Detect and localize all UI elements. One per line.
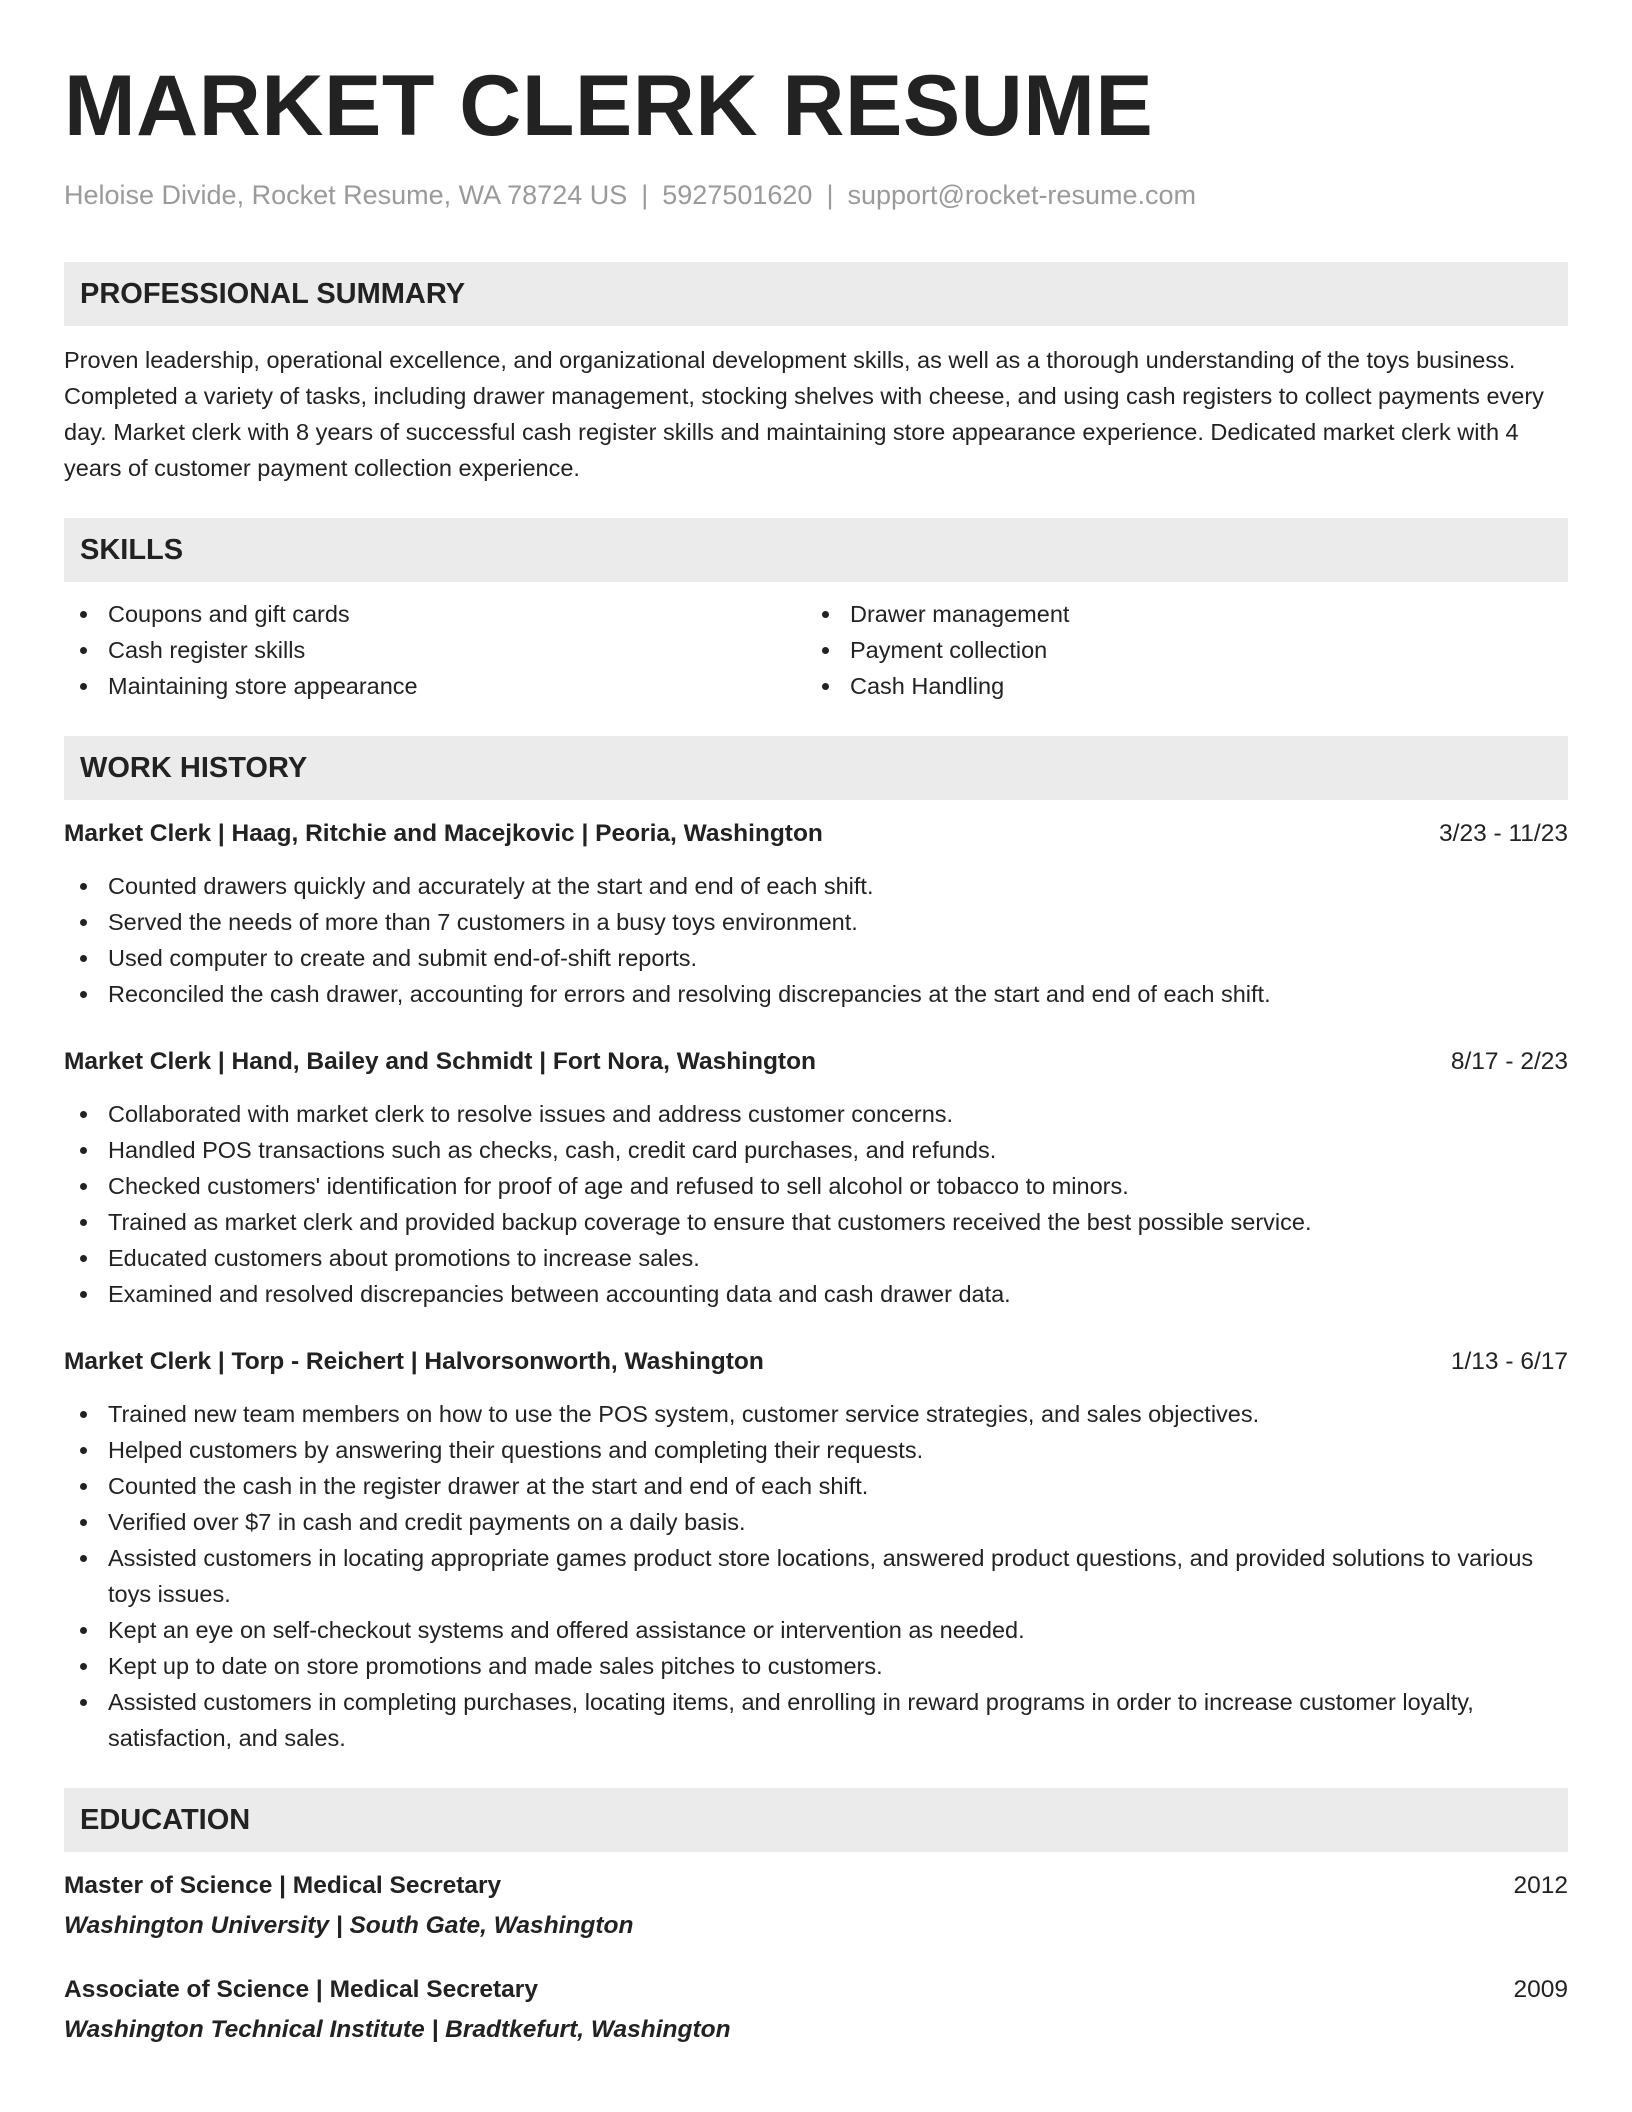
job-bullet [64,1684,1568,1756]
job-bullet [64,976,1568,1012]
work-heading: WORK HISTORY [80,751,308,784]
job-title: Market Clerk | Hand, Bailey and Schmidt | Fort Nora, Washington [64,1048,816,1075]
skill-item [806,668,1548,704]
contact-separator: | [641,180,649,210]
bullet-icon [80,919,87,926]
bullet-icon [80,1627,87,1634]
skills-column-right [806,596,1548,704]
education-heading: EDUCATION [80,1803,251,1836]
job-bullet-text: Assisted customers in locating appropriate games product store locations, answered product questions, and provided solutions to various toys issues. [108,1545,1534,1607]
job-bullet [64,1168,1568,1204]
bullet-icon [80,1663,87,1670]
job-bullet [64,1240,1568,1276]
bullet-icon [80,1483,87,1490]
job-bullet [64,1096,1568,1132]
job-bullet [64,1276,1568,1312]
job-bullet-text: Counted the cash in the register drawer at the start and end of each shift. [108,1473,869,1499]
job-bullet [64,1540,1568,1612]
job-bullet [64,1504,1568,1540]
job-bullet-text: Reconciled the cash drawer, accounting for errors and resolving discrepancies at the start and end of each shift. [108,981,1271,1007]
skill-label: Coupons and gift cards [108,601,350,627]
job-entry [64,1344,1568,1756]
skills-column-left [64,596,806,704]
contact-line [64,178,1568,212]
job-bullet-text: Collaborated with market clerk to resolve issues and address customer concerns. [108,1101,954,1127]
skill-label: Cash register skills [108,637,306,663]
job-bullet-text: Handled POS transactions such as checks, cash, credit card purchases, and refunds. [108,1137,997,1163]
contact-address: Heloise Divide, Rocket Resume, WA 78724 US [64,180,628,210]
job-bullet [64,1432,1568,1468]
job-bullet [64,1204,1568,1240]
skill-label: Drawer management [850,601,1070,627]
education-school: Washington University | South Gate, Washington [64,1912,634,1939]
education-entry [64,1972,1568,2048]
skill-label: Payment collection [850,637,1048,663]
contact-separator: | [826,180,834,210]
bullet-icon [80,1219,87,1226]
summary-section-header [64,262,1568,326]
job-dates: 8/17 - 2/23 [1450,1048,1568,1075]
job-dates: 3/23 - 11/23 [1439,820,1568,847]
bullet-icon [80,1111,87,1118]
job-bullet-text: Trained as market clerk and provided backup coverage to ensure that customers received the best possible service. [108,1209,1312,1235]
job-bullet-text: Examined and resolved discrepancies between accounting data and cash drawer data. [108,1281,1011,1307]
job-heading-line [64,816,1568,852]
job-entry [64,816,1568,1012]
job-bullet [64,868,1568,904]
bullet-icon [822,611,829,618]
bullet-icon [80,883,87,890]
skill-item [64,668,806,704]
job-bullet-text: Verified over $7 in cash and credit payments on a daily basis. [108,1509,746,1535]
job-bullet [64,1132,1568,1168]
job-bullet [64,940,1568,976]
bullet-icon [80,1291,87,1298]
skill-item [64,632,806,668]
bullet-icon [80,647,87,654]
bullet-icon [80,683,87,690]
work-section-header [64,736,1568,800]
job-bullet-text: Counted drawers quickly and accurately at the start and end of each shift. [108,873,874,899]
education-section-header [64,1788,1568,1852]
education-entry [64,1868,1568,1944]
summary-heading: PROFESSIONAL SUMMARY [80,277,466,310]
resume-page [64,58,1568,2048]
job-bullet-text: Assisted customers in completing purchases, locating items, and enrolling in reward programs in order to increase customer loyalty, satisfaction, and sales. [108,1689,1474,1751]
education-heading-line [64,1868,1568,1904]
job-bullet-text: Kept up to date on store promotions and made sales pitches to customers. [108,1653,883,1679]
summary-text: Proven leadership, operational excellence, and organizational development skills, as well as a thorough understanding of the toys business. Completed a variety of tasks, including drawer management, stocking shelves with cheese, and using cash registers to collect payments every day. Market clerk with 8 years of successful cash register skills and maintaining store appearance experience. Dedicated market clerk with 4 years of customer payment collection experience. [64,347,1544,481]
skill-item [64,596,806,632]
job-bullet [64,1612,1568,1648]
skill-item [806,632,1548,668]
job-heading-line [64,1344,1568,1380]
bullet-icon [80,1555,87,1562]
bullet-icon [80,1147,87,1154]
job-heading-line [64,1044,1568,1080]
skill-item [806,596,1548,632]
job-dates: 1/13 - 6/17 [1450,1348,1568,1375]
job-bullet-text: Trained new team members on how to use the POS system, customer service strategies, and sales objectives. [108,1401,1260,1427]
job-title: Market Clerk | Torp - Reichert | Halvorsonworth, Washington [64,1348,764,1375]
education-degree: Associate of Science | Medical Secretary [64,1976,538,2003]
job-bullet-text: Served the needs of more than 7 customers in a busy toys environment. [108,909,858,935]
resume-title: MARKET CLERK RESUME [64,58,1154,154]
job-bullet [64,1396,1568,1432]
bullet-icon [822,683,829,690]
skills-heading: SKILLS [80,533,184,566]
bullet-icon [80,1519,87,1526]
job-bullet [64,1648,1568,1684]
job-bullets [64,1096,1568,1312]
job-bullet [64,904,1568,940]
job-bullet-text: Kept an eye on self-checkout systems and offered assistance or intervention as needed. [108,1617,1025,1643]
job-bullet [64,1468,1568,1504]
contact-phone: 5927501620 [662,180,813,210]
education-year: 2012 [1513,1872,1568,1899]
education-year: 2009 [1513,1976,1568,2003]
education-degree: Master of Science | Medical Secretary [64,1872,502,1899]
job-bullets [64,1396,1568,1756]
bullet-icon [822,647,829,654]
education-school: Washington Technical Institute | Bradtkefurt, Washington [64,2016,731,2043]
bullet-icon [80,611,87,618]
job-bullet-text: Helped customers by answering their questions and completing their requests. [108,1437,924,1463]
job-title: Market Clerk | Haag, Ritchie and Macejkovic | Peoria, Washington [64,820,823,847]
bullet-icon [80,1411,87,1418]
job-bullet-text: Educated customers about promotions to increase sales. [108,1245,700,1271]
bullet-icon [80,955,87,962]
job-bullet-text: Used computer to create and submit end-of-shift reports. [108,945,698,971]
bullet-icon [80,991,87,998]
bullet-icon [80,1255,87,1262]
job-bullet-text: Checked customers' identification for proof of age and refused to sell alcohol or tobacco to minors. [108,1173,1129,1199]
skills-section-header [64,518,1568,582]
job-entry [64,1044,1568,1312]
bullet-icon [80,1699,87,1706]
education-heading-line [64,1972,1568,2008]
job-bullets [64,868,1568,1012]
bullet-icon [80,1447,87,1454]
skills-grid [64,596,1568,704]
skill-label: Maintaining store appearance [108,673,418,699]
bullet-icon [80,1183,87,1190]
contact-email: support@rocket-resume.com [847,180,1196,210]
skill-label: Cash Handling [850,673,1005,699]
